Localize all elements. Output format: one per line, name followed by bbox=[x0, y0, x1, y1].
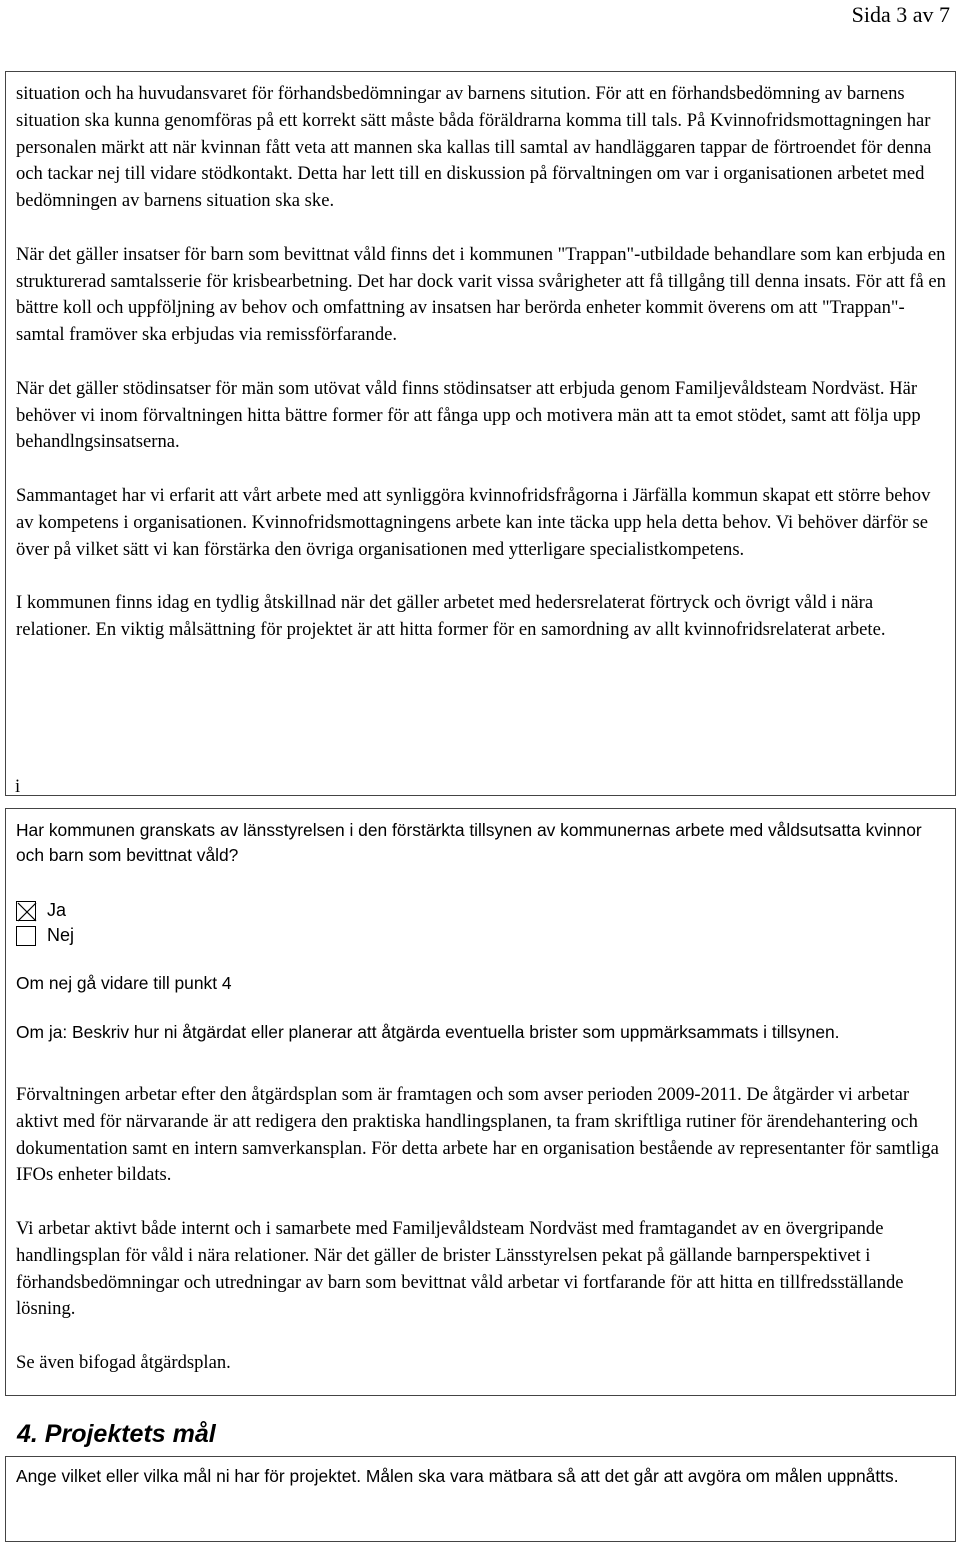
unchecked-checkbox-icon[interactable] bbox=[16, 926, 36, 946]
option-label: Ja bbox=[47, 900, 67, 920]
stray-character: i bbox=[15, 776, 21, 797]
question-block bbox=[16, 818, 947, 1045]
section-heading: 4. Projektets mål bbox=[17, 1420, 216, 1448]
page-number: Sida 3 av 7 bbox=[851, 2, 950, 27]
option-label: Nej bbox=[47, 925, 75, 945]
if-yes-instruction: Om ja: Beskriv hur ni åtgärdat eller planerar att åtgärda eventuella brister som uppmärksammats i tillsynen. bbox=[16, 1022, 840, 1042]
question-text: Har kommunen granskats av länsstyrelsen i den förstärkta tillsynen av kommunernas arbete med våldsutsatta kvinnor och barn som bevittnat våld? bbox=[16, 820, 922, 865]
paragraph: Vi arbetar aktivt både internt och i samarbete med Familjevåldsteam Nordväst med framtagandet av en övergripande handlingsplan för våld i nära relationer. När det gäller de brister Länsstyrelsen pekat på gällande barnperspektivet i förhandsbedömningar och utredningar av barn som bevittnat våld arbetar vi fortfarande för att hitta en tillfredsställande lösning. bbox=[16, 1217, 904, 1320]
answer-options bbox=[16, 898, 947, 948]
option-nej[interactable] bbox=[16, 923, 947, 948]
paragraph: I kommunen finns idag en tydlig åtskillnad när det gäller arbetet med hedersrelaterat förtryck och övrigt våld i nära relationer. En viktig målsättning för projektet är att hitta former för en samordning av allt kvinnofridsrelaterat arbete. bbox=[16, 592, 886, 640]
paragraph: När det gäller insatser för barn som bevittnat våld finns det i kommunen "Trappan"-utbildade behandlare som kan erbjuda en strukturerad samtalsserie för krisbearbetning. Det har dock varit vissa svårigheter att få tillgång till denna insats. För att få en bättre koll och uppföljning av behov och omfattning av insatsen har berörda enheter kommit överens om att "Trappan"-samtal framöver ska erbjudas via remissförfarande. bbox=[16, 243, 946, 346]
question-box-lansstyrelsen bbox=[5, 808, 956, 1396]
checked-checkbox-icon[interactable] bbox=[16, 901, 36, 921]
option-ja[interactable] bbox=[16, 898, 947, 923]
answer-text bbox=[16, 1082, 947, 1377]
instruction-block bbox=[16, 1464, 947, 1489]
paragraph: När det gäller stödinsatser för män som utövat våld finns stödinsatser att erbjuda genom Familjevåldsteam Nordväst. Här behöver vi inom förvaltningen hitta bättre former för att fånga upp och motivera män att ta emot stödet, samt att följa upp behandlngsinsatserna. bbox=[16, 377, 921, 453]
paragraph: Sammantaget har vi erfarit att vårt arbete med att synliggöra kvinnofridsfrågorna i Järfälla kommun skapat ett större behov av kompetens i organisationen. Kvinnofridsmottagningens arbete kan inte täcka upp hela detta behov. Vi behöver därför se över på vilket sätt vi kan förstärka den övriga organisationen med ytterligare specialistkompetens. bbox=[16, 484, 931, 560]
instruction-text: Ange vilket eller vilka mål ni har för projektet. Målen ska vara mätbara så att det går att avgöra om målen uppnåtts. bbox=[16, 1466, 899, 1486]
paragraph: Förvaltningen arbetar efter den åtgärdsplan som är framtagen och som avser perioden 2009-2011. De åtgärder vi arbetar aktivt med för närvarande är att redigera den praktiska handlingsplanen, ta fram skriftliga rutiner för ärendehantering och dokumentation samt en intern samverkansplan. För detta arbete har en organisation bestående av representanter för samtliga IFOs enheter bildats. bbox=[16, 1084, 939, 1186]
paragraph: situation och ha huvudansvaret för förhandsbedömningar av barnens sitution. För att en förhandsbedömning av barnens situation ska kunna genomföras på ett korrekt sätt måste båda föräldrarna komma till tals. På Kvinnofridsmottagningen har personalen märkt att när kvinnan fått veta att mannen ska kallas till samtal av handläggaren tappar de förtroendet för denna och tackar nej till vidare stödkontakt. Detta har lett till en diskussion på förvaltningen om var i organisationen arbetet med bedömningen av barnens situation ska ske. bbox=[16, 83, 932, 212]
instruction-box-goals bbox=[5, 1456, 956, 1542]
continuation-text bbox=[16, 81, 947, 644]
text-box-continuation bbox=[5, 71, 956, 796]
if-no-instruction: Om nej gå vidare till punkt 4 bbox=[16, 973, 232, 993]
paragraph: Se även bifogad åtgärdsplan. bbox=[16, 1351, 231, 1373]
